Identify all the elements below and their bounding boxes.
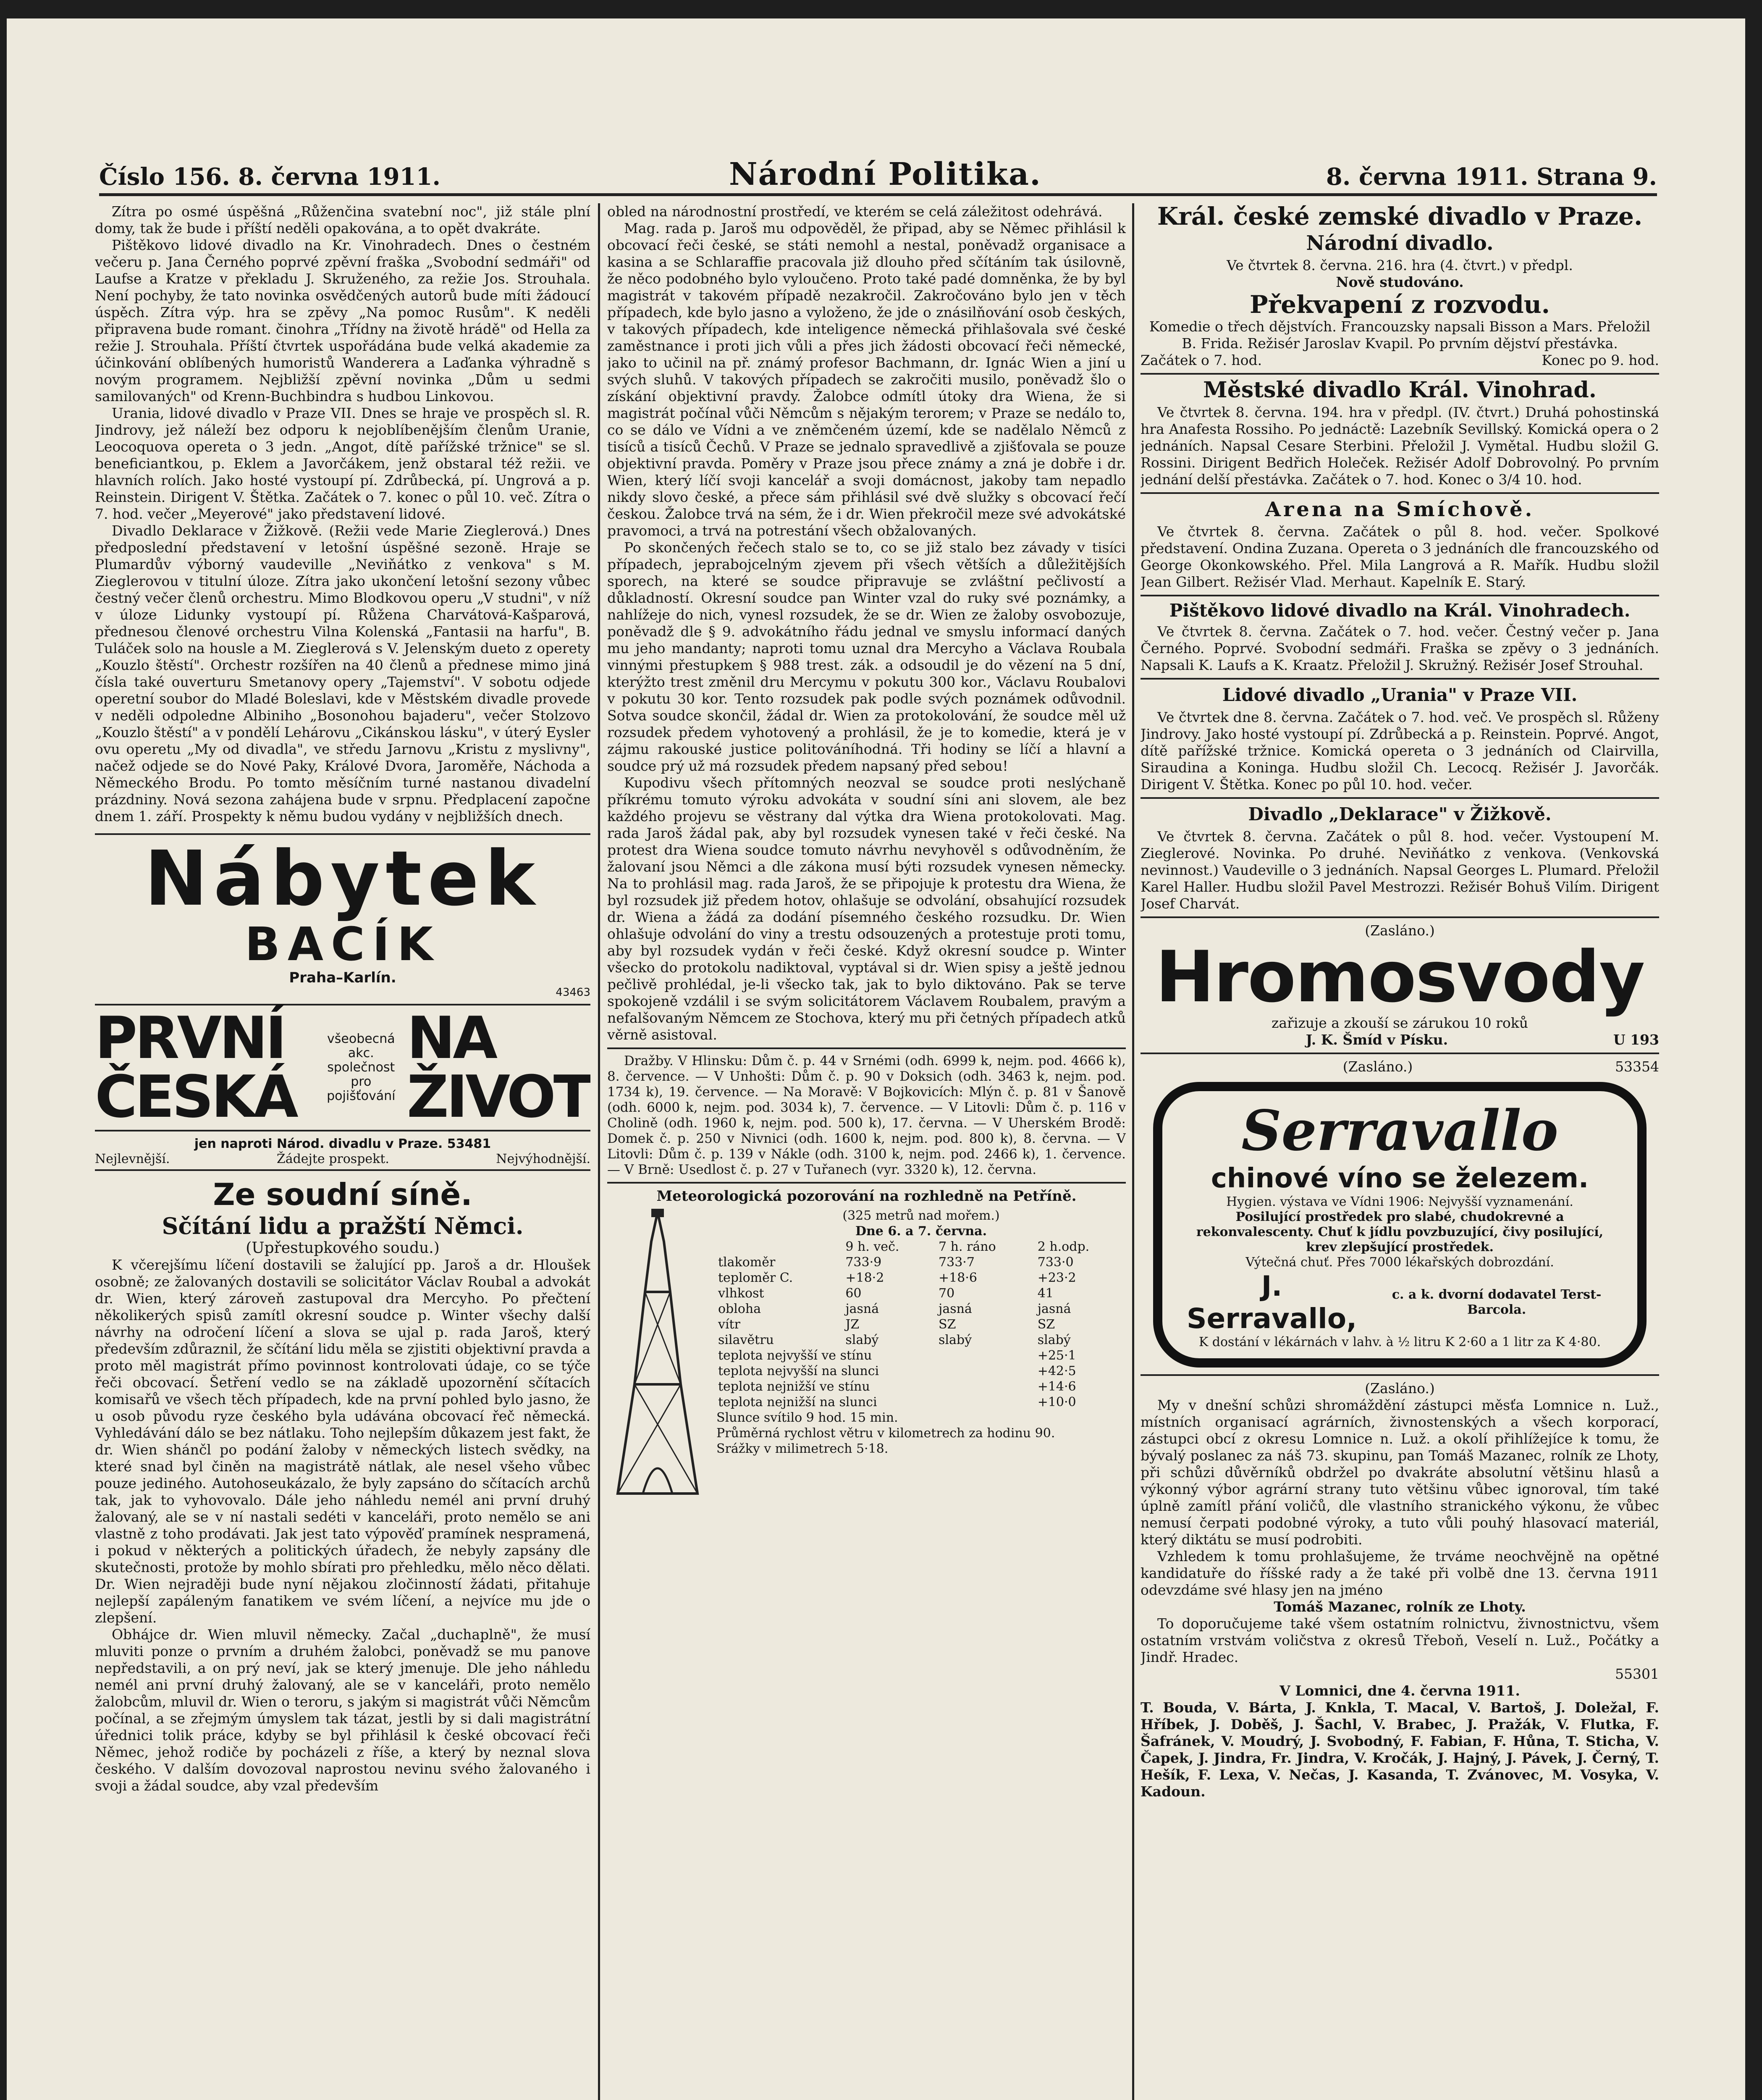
meteo-row	[716, 1270, 1126, 1286]
meteo-cell: +18·6	[939, 1270, 977, 1285]
theatre-text: Ve čtvrtek 8. června. Začátek o půl 8. hod. večer. Vystoupení M. Zieglerové. Novinka. Po druhé. Neviňátko z venkova. (Venkovská nevinnost.) Vaudeville o 3 jednáních. Napsal Georges L. Plumard. Přeložil Karel Haller. Hudbu složil Pavel Mestrozzi. Režisér Bohuš Vilím. Dirigent Josef Charvát.	[1141, 828, 1659, 912]
meteo-cell: jasná	[939, 1302, 972, 1316]
meteo-subtitle: (325 metrů nad mořem.)	[842, 1208, 1000, 1223]
signatures: T. Bouda, V. Bárta, J. Knkla, T. Macal, V. Bartoš, J. Doležal, F. Hříbek, J. Doběš, J. Šachl, V. Brabec, J. Pražák, V. Flutka, F. Šafránek, V. Moudrý, J. Svobodný, F. Fabian, F. Hůna, T. Sticha, V. Čapek, J. Jindra, Fr. Jindra, V. Kročák, J. Hajný, J. Pávek, J. Černý, T. Hešík, F. Lexa, V. Nečas, J. Kasanda, T. Zvánovec, M. Vosyka, V. Kadoun.	[1141, 1699, 1659, 1800]
meteo-cell: jasná	[1037, 1302, 1071, 1316]
ad-serravallo-text: Výtečná chuť. Přes 7000 lékařských dobrozdání.	[1245, 1255, 1554, 1270]
meteo-row	[716, 1286, 1126, 1301]
theatre-text: Ve čtvrtek dne 8. června. Začátek o 7. hod. več. Ve prospěch sl. Růženy Jindrovy. Jako hosté vystoupí pí. Zdrůbecká a p. Reinstein. Poprvé. Angot, dítě pařížské tržnice. Komická opereta o 3 jednáních od Clairvilla, Siraudina a Koninga. Hudbu složil Ch. Lecocq. Režisér J. Javorčák. Dirigent V. Štětka. Konec po půl 10. hod. večer.	[1141, 709, 1659, 793]
theatre-name: Pištěkovo lidové divadlo na Král. Vinohradech.	[1169, 600, 1631, 621]
ad-hromosvody-firm: J. K. Šmíd v Písku.	[1306, 1032, 1448, 1048]
meteo-col-header: 2 h.odp.	[1037, 1239, 1090, 1254]
meteo-cell: JZ	[845, 1317, 860, 1332]
paragraph: Pištěkovo lidové divadlo na Kr. Vinohradech. Dnes o čestném večeru p. Jana Černého poprvé zpěvní fraška „Svobodní sedmáři" od Laufse a Kratze v překladu J. Skruženého, za režie Jos. Strouhala. Není pochyby, že tato novinka osvědčených autorů bude míti žádoucí úspěch. Zítra výp. hra se zpěvy „Na pomoc Rusům". K neděli připravena bude romant. činohra „Třídny na životě hrádě" od Hella za režie J. Strouhala. Příští čtvrtek uspořádána bude velká akademie za účinkování oblíbených humoristů Wanderera a Laďanka výhradně s novým programem. Nejbližší zpěvní novinka „Dům u sedmi samilovaných" od Krenn-Buchbindra s hudbou Linkovou.	[95, 237, 590, 404]
theatre-text: Ve čtvrtek 8. června. 194. hra v předpl. (IV. čtvrt.) Druhá pohostinská hra Anafesta Rossiho. Po jednáctě: Lazebník Sevillský. Komická opera o 2 jednáních. Napsal Cesare Sterbini. Přeložil J. Vymětal. Hudbu složil G. Rossini. Dirigent Bedřich Holeček. Režisér Adolf Dobrovolný. Po prvním jednání delší přestávka. Začátek o 7. hod. Konec o 3/4 10. hod.	[1141, 404, 1659, 488]
column-3	[1141, 203, 1659, 2100]
zaslano-label: (Zasláno.)	[1365, 1380, 1435, 1396]
meteo-row	[716, 1317, 1126, 1332]
meteo-cell: +25·1	[1037, 1348, 1076, 1363]
ad-prvni-ceska	[95, 1004, 590, 1131]
meteo-cell: tlakoměr	[718, 1255, 776, 1270]
theatre-text: Ve čtvrtek 8. června. Začátek o 7. hod. večer. Čestný večer p. Jana Černého. Poprvé. Svobodní sedmáři. Fraška se zpěvy o 3 jednáních. Napsali K. Laufs a K. Kraatz. Přeložil J. Skružný. Režisér Josef Strouhal.	[1141, 623, 1659, 673]
ad-serravallo-firm: J. Serravallo,	[1187, 1270, 1357, 1335]
paragraph: Vzhledem k tomu prohlašujeme, že trváme neochvějně na opětné kandidatuře do říšské rady a že také při volbě dne 13. června 1911 odevzdáme své hlasy jen na jméno	[1141, 1548, 1659, 1598]
meteo-cell: obloha	[718, 1302, 761, 1316]
ad-line: všeobecná akc. společnost	[327, 1032, 395, 1075]
ad-serravallo-text: Hygien. výstava ve Vídni 1906: Nejvyšší vyznamenání.	[1226, 1194, 1573, 1209]
meteo-cell: SZ	[939, 1317, 956, 1332]
theatre-line: Ve čtvrtek 8. června. 216. hra (4. čtvrt.) v předpl.	[1227, 257, 1573, 273]
ad-nabytek-title: Nábytek	[144, 835, 541, 923]
ad-line: pro	[351, 1074, 372, 1089]
ad-nabytek-brand: BACÍK	[245, 917, 440, 971]
ad-code: U 193	[1613, 1032, 1659, 1048]
issue-date: Číslo 156. 8. června 1911.	[99, 163, 440, 191]
theatre-name: Arena na Smíchově.	[1265, 498, 1535, 521]
paragraph: Urania, lidové divadlo v Praze VII. Dnes se hraje ve prospěch sl. R. Jindrovy, jež náleží bez odporu k nejoblíbenějším členům Uranie, Leocoquova opereta o 3 jedn. „Angot, dítě pařížské tržnice" se sl. beneficiantkou, p. Eklem a Javorčákem, jenž obstaral též režii. ve hlavních rolích. Jako hosté vystoupí pí. Zdrůbecká, pí. Ungrová a p. Reinstein. Dirigent V. Štětka. Začátek o 7. konec o půl 10. več. Zítra o 7. hod. večer „Meyerové" jako představení lidové.	[95, 405, 590, 522]
theatre-heading: Král. české zemské divadlo v Praze.	[1157, 203, 1643, 231]
meteo-cell: 41	[1037, 1286, 1054, 1301]
column-1	[95, 203, 590, 2100]
ad-prvni-foot: Nejlevnější.	[95, 1152, 170, 1166]
paragraph: K včerejšímu líčení dostavili se žalující pp. Jaroš a dr. Hloušek osobně; ze žalovaných dostavili se solicitátor Václav Roubal a advokát dr. Wien, který zároveň zastupoval dra Mercyho. Po přečtení několikerých spisů zamítl okresní soudce p. Winter všechy další návrhy na odročení líčení a slova se ujal p. rada Jaroš, který především zdůraznil, že sčítání lidu měla se zjistiti objektivní pravda a proto měl magistrát přímo povinnost kontrolovati údaje, co se týče řeči obcovací. Šetření vedlo se na základě upozornění sčítacích komisařů ve všech těch případech, kde na první pohled bylo jasno, že u osob původu ryze českého byla udávána obcovací řeč německá. Vyhledávání dálo se bez nátlaku. Toho nejlepším důkazem jest fakt, že dr. Wien shánčl po podání žaloby v německých listech svědky, na které snad byl činěn na magistrátě nátlak, ale nesel všeho vůbec pouze jediného. Autohoseukázalo, že byly zapsáno do sčítacích archů tak, jak to vyhovovalo. Dále jeho náhledu nemél ani první druhý žalovaný, ale se v ní nastali sedéti v kanceláři, proto nemělo se ani vlastně z toho prodávati. Jak jest tato výpověď pramínek nespramená, i pokud v některých a politických úřadech, že nebyly zapsány dle skutečnosti, protože by mohlo sbírati pro přehledku, mělo něco dělati. Dr. Wien nejraději bude nyní nějakou zločinností žádati, přitahuje nejlepší zapáleným fanatikem ve svém líčení, a nejvíce mu jde o zlepšení.	[95, 1257, 590, 1626]
ad-hromosvody-title: Hromosvody	[1155, 936, 1644, 1018]
paragraph: Zítra po osmé úspěšná „Růženčina svatební noc", již stále plní domy, tak že bude i příští neděli opakována, a to opět dvakráte.	[95, 203, 590, 236]
meteo-row	[716, 1379, 1126, 1394]
theatre-name: Lidové divadlo „Urania" v Praze VII.	[1222, 685, 1578, 705]
meteo-cell: +18·2	[845, 1270, 884, 1285]
meteo-cell: slabý	[939, 1333, 972, 1347]
page-number: 8. června 1911. Strana 9.	[1326, 163, 1657, 191]
start-time: Začátek o 7. hod.	[1141, 352, 1262, 368]
candidate-name: Tomáš Mazanec, rolník ze Lhoty.	[1274, 1599, 1526, 1615]
place-date: V Lomnici, dne 4. června 1911.	[1280, 1683, 1520, 1699]
ad-prvni-foot: Nejvýhodnější.	[496, 1152, 590, 1166]
paragraph: Obhájce dr. Wien mluvil německy. Začal „duchaplně", že musí mluviti ponze o prvním a druhém žalobci, poněvadž se mu panove nepředstavili, a on prý neví, jak se který jmenuje. Dle jeho náhledu nemél ani první druhý žalovaný, ale se v kanceláři, proto nemělo žalobcům, mluvil dr. Wien o teroru, s jakým si magistrát vůči Němcům počínal, a se zřejmým úmyslem tak tázat, jestli by si dali magistrátní úřednici tolik práce, kdyby se byl přihlásil k české obcovací řeči Němec, jehož rodiče by pocházeli z říše, a který by neznal slova českého. V dalším dovozoval naprostou nevinu svého žalovaného i svoji a žádal soudce, aby vzal především	[95, 1626, 590, 1794]
meteo-cell: 733·7	[939, 1255, 975, 1270]
ad-serravallo-text: Posilující prostředek pro slabé, chudokrevné a rekonvalescenty. Chuť k jídlu povzbuzující, čivy posilující, krev zlepšující prostředek.	[1196, 1210, 1604, 1255]
meteo-date: Dne 6. a 7. června.	[855, 1224, 987, 1239]
theatre-text: Komedie o třech dějstvích. Francouzsky napsali Bisson a Mars. Přeložil B. Frida. Režisér Jaroslav Kvapil. Po prvním dějství přestávka.	[1149, 318, 1651, 352]
meteo-table	[716, 1239, 1126, 1410]
paragraph: Po skončených řečech stalo se to, co se již stalo bez závady v tisíci případech, jeprabojcelným zjevem při všech větších a důležitějších sporech, na které se soudce připravuje se zvláštní pečlivostí a důkladností. Okresní soudce pan Winter vzal do ruky své poznámky, a nahlížeje do nich, vynesl rozsudek, že se dr. Wien ze žaloby osvobozuje, poněvadž dle § 9. advokátního řádu jednal ve smyslu informací daných mu jeho mandanty; naproti tomu uznal dra Mercyho a Václava Roubala vinnými přestupkem § 988 trest. zák. a odsoudil je do vězení na 5 dní, kterýžto trest změnil dru Mercymu v pokutu 300 kor., Václavu Roubalovi v pokutu 30 kor. Tento rozsudek pak podle svých poznámek odůvodnil. Sotva soudce skončil, žádal dr. Wien za protokolování, že soudce měl už rozsudek předem vyhotovený a prohlásil, že je to komedie, která je v zájmu rakouské justice politováníhodná. Tři hodiny se líčí a hlavní a soudce prý už má rozsudek předem napsaný před sebou!	[607, 539, 1126, 774]
petrin-tower-icon	[607, 1208, 716, 1504]
theatre-name: Městské divadlo Král. Vinohrad.	[1203, 377, 1597, 403]
ad-code: 55301	[1615, 1666, 1659, 1682]
meteo-row	[716, 1363, 1126, 1379]
ad-hromosvody-text: zařizuje a zkouší se zárukou 10 roků	[1272, 1015, 1528, 1031]
ad-nabytek	[95, 833, 590, 999]
section-title: Ze soudní síně.	[213, 1177, 472, 1212]
column-rule	[1132, 203, 1134, 2100]
end-time: Konec po 9. hod.	[1542, 352, 1659, 368]
page-header	[99, 157, 1657, 196]
meteo-title: Meteorologická pozorování na rozhledně na Petříně.	[656, 1188, 1077, 1205]
article-title: Sčítání lidu a pražští Němci.	[162, 1213, 524, 1239]
ad-serravallo-text: K dostání v lékárnách v lahv. à ½ litru K 2·60 a 1 litr za K 4·80.	[1198, 1335, 1601, 1349]
paragraph: My v dnešní schůzi shromáždění zástupci měsťa Lomnice n. Luž., místních organisací agrárních, živnostenských a všech korporací, zástupci obcí z okresu Lomnice n. Luž. a okolí přihlížejíce k tomu, že bývalý poslanec za náš 73. skupinu, pan Tomáš Mazanec, rolník ze Lhoty, při schůzi důvěrníků obdržel po dvakráte absolutní většinu hlasů a výkonný výbor agrární strany tuto většinu vůbec ignoroval, tím také úplně zamítl přání voličů, dle vlastního stranického výkonu, že vůbec nemusí čerpati podobné výroky, a tuto vůli pouhý hlasovací materiál, který diktátu se musí podrobiti.	[1141, 1397, 1659, 1548]
meteo-col-header: 9 h. več.	[845, 1239, 899, 1254]
play-title: Překvapení z rozvodu.	[1249, 290, 1550, 319]
meteo-foot: Průměrná rychlost větru v kilometrech za hodinu 90.	[716, 1426, 1055, 1441]
ad-prvni-left: PRVNÍ ČESKÁ	[95, 1004, 296, 1131]
meteo-cell: +42·5	[1037, 1364, 1076, 1378]
auctions: Dražby. V Hlinsku: Dům č. p. 44 v Srnémi (odh. 6999 k, nejm. pod. 4666 k), 8. července. — V Unhošti: Dům č. p. 90 v Doksich (odh. 3463 k, nejm. pod. 1734 k), 19. července. — Na Moravě: V Bojkovicích: Mlýn č. p. 81 v Šanově (odh. 6000 k, nejm. pod. 3034 k), 7. července. — V Litovli: Dům č. p. 116 v Cholině (odh. 1960 k, nejm. pod. 500 k), 17. června. — V Uherském Brodě: Domek č. p. 250 v Nivnici (odh. 1600 k, nejm. pod. 800 k), 8. června. — V Litovli: Dům č. p. 139 v Nákle (odh. 3100 k, nejm. pod. 2466 k), 1. července. — V Brně: Usedlost č. p. 27 v Tuřanech (vyr. 3320 k), 12. června.	[607, 1053, 1126, 1177]
ad-prvni-right: NA ŽIVOT	[406, 1004, 590, 1131]
paragraph: Mag. rada p. Jaroš mu odpověděl, že připad, aby se Němec přihlásil k obcovací řeči české, se státi nemohl a nestal, poněvadž organisace a kasina a se Schlaraffie pracovala již dlouho před sčítáním tak úsilovně, že něco podobného bylo vyloučeno. Proto také padé domněnka, že by byl magistrát v takovém případě nezakročil. Zakročováno bylo jen v těch případech, kde bylo jasno a vyloženo, že jde o znásilňování osob českých, v takových případech, kde inteligence německá přihlašovala své české zaměstnance i proti jich vůli a přes jich žádosti obcovací řeči německé, jako to učinil na př. známý profesor Bachmann, dr. Ignác Wien a jiní u svých sluhů. V takových případech se zakročiti musilo, poněvadž šlo o získání objektivní pravdy. Žalobce odmítl útoky dra Wiena, že si magistrát počínal vůči Němcům s nějakým terorem; v Praze se nedálo to, co se dálo ve Vídni a ve zněmčeném území, kde se nadělalo Němců z tisíců a tisíců Čechů. V Praze se jednalo spravedlivě a zjišťovala se pouze objektivní pravda. Poměry v Praze jsou přece známy a zná je dobře i dr. Wien, který líčí svoji kancelář a svoji domácnost, jakoby tam nepadlo nikdy slovo české, a přece sám přihlásil své dvě služky s obcovací řečí českou. Žalobce trvá na sém, že i dr. Wien překročil meze své advokátské pravomoci, a trvá na potrestání všech obžalovaných.	[607, 220, 1126, 539]
masthead: Národní Politika.	[729, 156, 1041, 192]
meteo-foot: Srážky v milimetrech 5·18.	[716, 1441, 889, 1456]
zaslano-label: (Zasláno.)	[1342, 1058, 1413, 1075]
meteo-block	[607, 1208, 1126, 1504]
column-rule	[598, 203, 600, 2100]
theatre-text: Ve čtvrtek 8. června. Začátek o půl 8. hod. večer. Spolkové představení. Ondina Zuzana. Opereta o 3 jednáních dle francouzského od George Okonkowského. Přel. Mila Langrová a R. Mařík. Hudbu složil Jean Gilbert. Režisér Vlad. Merhaut. Kapelník E. Starý.	[1141, 523, 1659, 590]
meteo-row	[716, 1255, 1126, 1270]
ad-code: 53354	[1615, 1058, 1659, 1075]
ad-prvni-foot: Žádejte prospekt.	[276, 1152, 389, 1166]
meteo-cell: SZ	[1037, 1317, 1055, 1332]
theatre-line: Nově studováno.	[1336, 274, 1464, 290]
meteo-cell: teplota nejvyšší na slunci	[718, 1364, 879, 1378]
meteo-cell: vlhkost	[718, 1286, 764, 1301]
meteo-foot: Slunce svítilo 9 hod. 15 min.	[716, 1410, 898, 1425]
meteo-cell: slabý	[1037, 1333, 1071, 1347]
theatre-name: Divadlo „Deklarace" v Žižkově.	[1248, 804, 1552, 824]
ad-serravallo	[1153, 1082, 1647, 1368]
ad-code: 43463	[556, 986, 590, 999]
meteo-cell: +14·6	[1037, 1379, 1076, 1394]
meteo-cell: vítr	[718, 1317, 740, 1332]
meteo-cell: teplota nejnižší ve stínu	[718, 1379, 870, 1394]
paragraph: obled na národnostní prostředí, ve kterém se celá záležitost odehrává.	[607, 203, 1103, 220]
ad-serravallo-sub: chinové víno se železem.	[1211, 1163, 1589, 1194]
theatre-name: Národní divadlo.	[1306, 231, 1494, 255]
meteo-cell: +23·2	[1037, 1270, 1076, 1285]
ad-serravallo-logo: Serravallo	[1241, 1098, 1558, 1163]
meteo-cell: teplota nejvyšší ve stínu	[718, 1348, 872, 1363]
article-subtitle: (Upřestupkového soudu.)	[246, 1239, 440, 1257]
column-2	[607, 203, 1126, 2100]
paragraph: Divadlo Deklarace v Žižkově. (Režii vede Marie Zieglerová.) Dnes předposlední představení v letošní úspěšné sezoně. Hraje se Plumardův výborný vaudeville „Neviňátko z venkova" s M. Zieglerovou v titulní úloze. Zítra jako ukončení letošní sezony vůbec čestný večer členů orchestru. Mimo Blodkovou operu „V studni", v níž v úloze Lidunky vystoupí pí. Růžena Charvátová-Kašparová, přednesou členové orchestru Vilna Kolenská „Fantasii na harfu", B. Tuláček solo na housle a M. Zieglerová s V. Jelenským dueto z operety „Kouzlo štěstí". Orchestr rozšířen na 40 členů a přednese mimo jiná čísla také ouverturu Smetanovy opery „Tajemství". V sobotu odjede operetní soubor do Mladé Boleslavi, kde v Městském divadle provede v neděli odpoledne Albiniho „Bosonohou bajaderu", večer Stolzovo „Kouzlo štěstí" a v pondělí Lehárovu „Cikánskou lásku", v úterý Eysler ovu operetu „My od divadla", ve středu Jarnovu „Kristu z myslivny", načež odjede se do Nové Paky, Králové Dvora, Jaroměře, Náchoda a Německého Brodu. Po tomto měsíčním turné nastanou divadelní prázdniny. Nová sezona zahájena bude v srpnu. Předplacení započne dnem 1. září. Prospekty k němu budou vydány v nejbližších dnech.	[95, 522, 590, 824]
meteo-cell: 60	[845, 1286, 862, 1301]
paragraph: Kupodivu všech přítomných neozval se soudce proti neslýchaně příkrému tomuto výroku advokáta v soudní síni ani slovem, ale bez každého projevu se věstrany dal výtka dra Wiena protokolovati. Mag. rada Jaroš žádal pak, aby byl rozsudek vynesen také v řeči české. Na protest dra Wiena soudce tomuto návrhu nevyhověl s odůvodněním, že žalovaní jsou Němci a dle zákona musí býti rozsudek vynesen německy. Na to prohlásil mag. rada Jaroš, že se připojuje k protestu dra Wiena, že byl rozsudek již předem hotov, ohlašuje se odvolání, obsahující rozsudek dr. Wiena a žádá za dodání písemného českého rozsudku. Dr. Wien ohlašuje odvolání do viny a trestu odsouzených a protestuje proti tomu, aby byl rozsudek vydán v řeči české. Když okresní soudce p. Winter všecko do protokolu nadiktoval, vyptával si dr. Wien spisy a ještě jednou pečlivě prohlédal, je-li všecko tak, jak to bylo diktováno. Pak se terve spokojeně vzdálil i se svým solicitátorem Václavem Roubalem, pravým a nefalšovaným Němcem ze Stochova, který mu při četných případech atků věrně asistoval.	[607, 774, 1126, 1043]
meteo-cell: +10·0	[1037, 1395, 1076, 1410]
meteo-cell: 733·9	[845, 1255, 882, 1270]
ad-nabytek-city: Praha–Karlín.	[289, 969, 396, 986]
paragraph: To doporučujeme také všem ostatním rolnictvu, živnostnictvu, všem ostatním vrstvám voličstva z okresů Třeboň, Veselí n. Luž., Počátky a Jindř. Hradec.	[1141, 1615, 1659, 1665]
meteo-cell: teplota nejnižší na slunci	[718, 1395, 877, 1410]
meteo-cell: slabý	[845, 1333, 879, 1347]
ad-serravallo-firm2: c. a k. dvorní dodavatel Terst-Barcola.	[1392, 1287, 1602, 1317]
meteo-cell: silavětru	[718, 1333, 774, 1347]
meteo-row	[716, 1332, 1126, 1348]
meteo-cell: 733·0	[1037, 1255, 1074, 1270]
meteo-cell: jasná	[845, 1302, 879, 1316]
newspaper-page	[7, 18, 1745, 2100]
zaslano-label: (Zasláno.)	[1365, 922, 1435, 939]
ad-prvni-mid	[315, 1032, 407, 1103]
ad-line: pojišťování	[327, 1089, 396, 1103]
meteo-row	[716, 1394, 1126, 1410]
ad-prvni-address: jen naproti Národ. divadlu v Praze.	[194, 1137, 443, 1151]
ad-code: 53481	[447, 1137, 491, 1151]
meteo-row	[716, 1348, 1126, 1363]
meteo-cell: teploměr C.	[718, 1270, 793, 1285]
meteo-cell: 70	[939, 1286, 955, 1301]
meteo-col-header: 7 h. ráno	[939, 1239, 996, 1254]
meteo-row	[716, 1301, 1126, 1317]
